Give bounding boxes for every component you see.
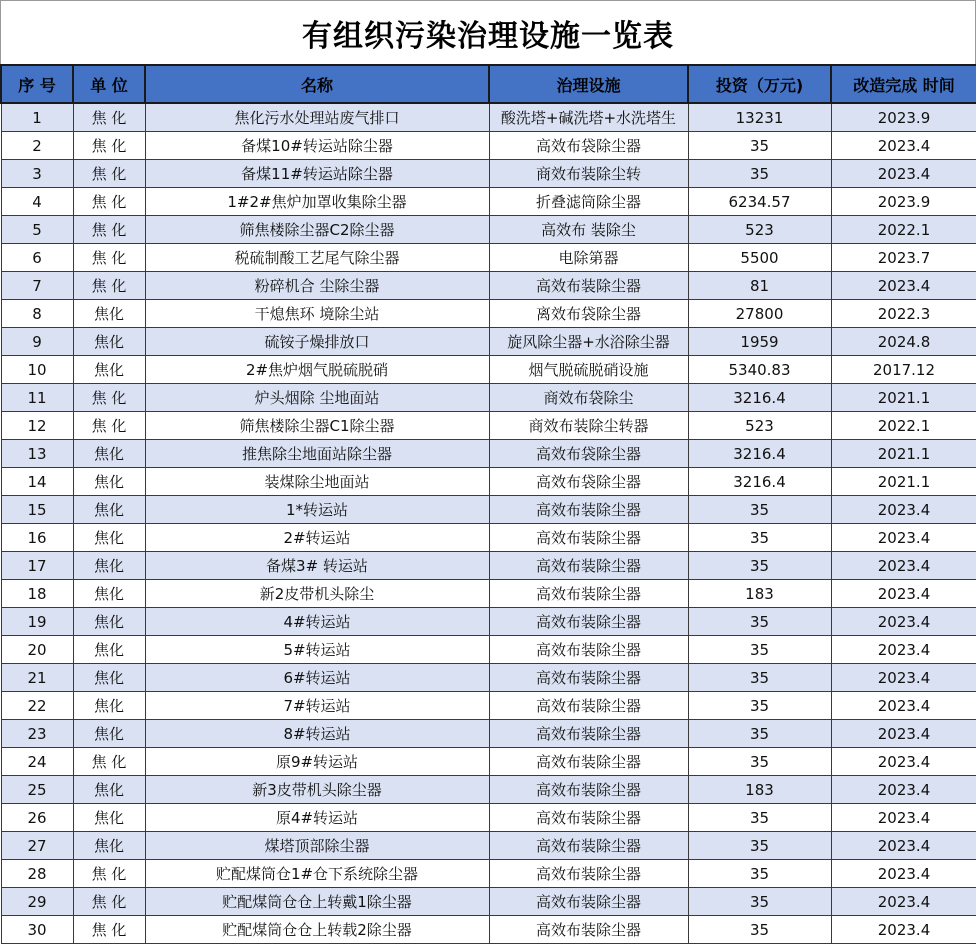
table-row xyxy=(1,552,976,580)
cell-completion-time[interactable]: 2023.4 xyxy=(831,748,976,776)
cell-facility[interactable]: 高效布装除尘器 xyxy=(489,608,688,636)
cell-index[interactable]: 16 xyxy=(1,524,73,552)
cell-facility[interactable]: 高效布袋除尘器 xyxy=(489,132,688,160)
table-row xyxy=(1,580,976,608)
cell-investment[interactable]: 35 xyxy=(688,524,831,552)
cell-index[interactable]: 24 xyxy=(1,748,73,776)
cell-completion-time[interactable]: 2023.4 xyxy=(831,776,976,804)
cell-completion-time[interactable]: 2023.4 xyxy=(831,860,976,888)
cell-unit[interactable]: 焦化 xyxy=(73,608,145,636)
cell-name[interactable]: 税硫制酸工艺尾气除尘器 xyxy=(145,244,489,272)
cell-name[interactable]: 原9#转运站 xyxy=(145,748,489,776)
table-row xyxy=(1,216,976,244)
table-row xyxy=(1,132,976,160)
cell-index[interactable]: 18 xyxy=(1,580,73,608)
cell-unit[interactable]: 焦化 xyxy=(73,580,145,608)
cell-facility[interactable]: 商效布装除尘转 xyxy=(489,160,688,188)
cell-completion-time[interactable]: 2023.7 xyxy=(831,244,976,272)
table-row xyxy=(1,776,976,804)
cell-facility[interactable]: 高效布装除尘器 xyxy=(489,748,688,776)
cell-unit[interactable]: 焦 化 xyxy=(73,412,145,440)
cell-name[interactable]: 7#转运站 xyxy=(145,692,489,720)
cell-unit[interactable]: 焦化 xyxy=(73,636,145,664)
cell-investment[interactable]: 35 xyxy=(688,608,831,636)
cell-index[interactable]: 28 xyxy=(1,860,73,888)
cell-name[interactable]: 1*转运站 xyxy=(145,496,489,524)
cell-facility[interactable]: 高效布装除尘器 xyxy=(489,832,688,860)
cell-facility[interactable]: 折叠滤筒除尘器 xyxy=(489,188,688,216)
cell-unit[interactable]: 焦化 xyxy=(73,496,145,524)
cell-name[interactable]: 2#转运站 xyxy=(145,524,489,552)
cell-index[interactable]: 23 xyxy=(1,720,73,748)
cell-investment[interactable]: 3216.4 xyxy=(688,384,831,412)
table-row xyxy=(1,244,976,272)
cell-index[interactable]: 3 xyxy=(1,160,73,188)
cell-index[interactable]: 20 xyxy=(1,636,73,664)
cell-index[interactable]: 26 xyxy=(1,804,73,832)
table-row xyxy=(1,356,976,384)
cell-index[interactable]: 15 xyxy=(1,496,73,524)
cell-name[interactable]: 2#焦炉烟气脱硫脱硝 xyxy=(145,356,489,384)
cell-unit[interactable]: 焦化 xyxy=(73,328,145,356)
cell-facility[interactable]: 旋风除尘器+水浴除尘器 xyxy=(489,328,688,356)
table-row xyxy=(1,524,976,552)
cell-investment[interactable]: 13231 xyxy=(688,103,831,132)
cell-name[interactable]: 焦化污水处理站废气排口 xyxy=(145,103,489,132)
cell-investment[interactable]: 35 xyxy=(688,888,831,916)
cell-completion-time[interactable]: 2023.4 xyxy=(831,608,976,636)
cell-facility[interactable]: 商效布装除尘转器 xyxy=(489,412,688,440)
cell-name[interactable]: 粉碎机合 尘除尘器 xyxy=(145,272,489,300)
cell-index[interactable]: 21 xyxy=(1,664,73,692)
cell-facility[interactable]: 高效布袋除尘器 xyxy=(489,468,688,496)
cell-facility[interactable]: 高效布装除尘器 xyxy=(489,272,688,300)
cell-investment[interactable]: 81 xyxy=(688,272,831,300)
column-header-unit[interactable]: 单 位 xyxy=(73,65,145,103)
cell-facility[interactable]: 高效布装除尘器 xyxy=(489,804,688,832)
cell-unit[interactable]: 焦 化 xyxy=(73,272,145,300)
cell-investment[interactable]: 35 xyxy=(688,552,831,580)
table-row xyxy=(1,412,976,440)
cell-unit[interactable]: 焦 化 xyxy=(73,132,145,160)
table-row xyxy=(1,496,976,524)
cell-investment[interactable]: 1959 xyxy=(688,328,831,356)
cell-investment[interactable]: 3216.4 xyxy=(688,468,831,496)
cell-unit[interactable]: 焦化 xyxy=(73,356,145,384)
cell-index[interactable]: 19 xyxy=(1,608,73,636)
cell-unit[interactable]: 焦化 xyxy=(73,692,145,720)
cell-facility[interactable]: 高效布装除尘器 xyxy=(489,720,688,748)
cell-index[interactable]: 4 xyxy=(1,188,73,216)
cell-facility[interactable]: 高效布袋除尘器 xyxy=(489,440,688,468)
cell-facility[interactable]: 高效布装除尘器 xyxy=(489,916,688,944)
cell-unit[interactable]: 焦 化 xyxy=(73,748,145,776)
cell-investment[interactable]: 35 xyxy=(688,160,831,188)
cell-investment[interactable]: 35 xyxy=(688,748,831,776)
cell-name[interactable]: 原4#转运站 xyxy=(145,804,489,832)
cell-index[interactable]: 13 xyxy=(1,440,73,468)
table-row xyxy=(1,860,976,888)
cell-name[interactable]: 煤塔顶部除尘器 xyxy=(145,832,489,860)
cell-unit[interactable]: 焦 化 xyxy=(73,244,145,272)
facilities-table xyxy=(0,64,976,944)
cell-index[interactable]: 11 xyxy=(1,384,73,412)
cell-investment[interactable]: 35 xyxy=(688,860,831,888)
cell-name[interactable]: 炉头烟除 尘地面站 xyxy=(145,384,489,412)
cell-completion-time[interactable]: 2023.4 xyxy=(831,804,976,832)
cell-investment[interactable]: 6234.57 xyxy=(688,188,831,216)
cell-facility[interactable]: 高效布装除尘器 xyxy=(489,580,688,608)
cell-name[interactable]: 干熄焦环 境除尘站 xyxy=(145,300,489,328)
cell-unit[interactable]: 焦 化 xyxy=(73,160,145,188)
cell-unit[interactable]: 焦 化 xyxy=(73,216,145,244)
cell-facility[interactable]: 高效布装除尘器 xyxy=(489,692,688,720)
cell-index[interactable]: 12 xyxy=(1,412,73,440)
cell-completion-time[interactable]: 2021.1 xyxy=(831,440,976,468)
table-row xyxy=(1,468,976,496)
cell-unit[interactable]: 焦化 xyxy=(73,776,145,804)
table-row xyxy=(1,328,976,356)
cell-completion-time[interactable]: 2023.9 xyxy=(831,103,976,132)
cell-investment[interactable]: 35 xyxy=(688,832,831,860)
cell-name[interactable]: 筛焦楼除尘器C1除尘器 xyxy=(145,412,489,440)
cell-completion-time[interactable]: 2023.4 xyxy=(831,916,976,944)
cell-name[interactable]: 备煤11#转运站除尘器 xyxy=(145,160,489,188)
cell-index[interactable]: 22 xyxy=(1,692,73,720)
cell-index[interactable]: 5 xyxy=(1,216,73,244)
column-header-name[interactable]: 名称 xyxy=(145,65,489,103)
table-row xyxy=(1,636,976,664)
cell-facility[interactable]: 高效布装除尘器 xyxy=(489,552,688,580)
cell-unit[interactable]: 焦 化 xyxy=(73,188,145,216)
cell-unit[interactable]: 焦化 xyxy=(73,720,145,748)
cell-completion-time[interactable]: 2023.4 xyxy=(831,160,976,188)
cell-completion-time[interactable]: 2023.4 xyxy=(831,664,976,692)
cell-name[interactable]: 硫铵子燥排放口 xyxy=(145,328,489,356)
cell-completion-time[interactable]: 2023.4 xyxy=(831,888,976,916)
table-body xyxy=(1,103,976,944)
cell-index[interactable]: 25 xyxy=(1,776,73,804)
cell-investment[interactable]: 183 xyxy=(688,580,831,608)
cell-name[interactable]: 贮配煤筒仓仓上转戴1除尘器 xyxy=(145,888,489,916)
column-header-index[interactable]: 序 号 xyxy=(1,65,73,103)
cell-completion-time[interactable]: 2017.12 xyxy=(831,356,976,384)
cell-investment[interactable]: 5340.83 xyxy=(688,356,831,384)
cell-unit[interactable]: 焦化 xyxy=(73,804,145,832)
cell-unit[interactable]: 焦 化 xyxy=(73,103,145,132)
cell-investment[interactable]: 35 xyxy=(688,692,831,720)
table-header xyxy=(1,65,976,103)
cell-unit[interactable]: 焦化 xyxy=(73,300,145,328)
cell-completion-time[interactable]: 2023.4 xyxy=(831,580,976,608)
column-header-completion-time[interactable]: 改造完成 时间 xyxy=(831,65,976,103)
cell-investment[interactable]: 35 xyxy=(688,664,831,692)
cell-facility[interactable]: 高效布装除尘器 xyxy=(489,496,688,524)
table-row xyxy=(1,440,976,468)
column-header-investment[interactable]: 投资（万元) xyxy=(688,65,831,103)
cell-facility[interactable]: 高效布装除尘器 xyxy=(489,524,688,552)
cell-index[interactable]: 14 xyxy=(1,468,73,496)
page-title: 有组织污染治理设施一览表 xyxy=(302,18,674,54)
cell-index[interactable]: 9 xyxy=(1,328,73,356)
cell-unit[interactable]: 焦化 xyxy=(73,440,145,468)
cell-investment[interactable]: 35 xyxy=(688,496,831,524)
table-row xyxy=(1,103,976,132)
cell-facility[interactable]: 电除第器 xyxy=(489,244,688,272)
cell-facility[interactable]: 高效布装除尘器 xyxy=(489,636,688,664)
cell-index[interactable]: 10 xyxy=(1,356,73,384)
cell-index[interactable]: 1 xyxy=(1,103,73,132)
cell-name[interactable]: 备煤3# 转运站 xyxy=(145,552,489,580)
cell-investment[interactable]: 35 xyxy=(688,636,831,664)
cell-investment[interactable]: 35 xyxy=(688,132,831,160)
cell-unit[interactable]: 焦 化 xyxy=(73,384,145,412)
column-header-facility[interactable]: 治理设施 xyxy=(489,65,688,103)
table-row xyxy=(1,608,976,636)
cell-investment[interactable]: 523 xyxy=(688,412,831,440)
cell-completion-time[interactable]: 2023.4 xyxy=(831,636,976,664)
cell-investment[interactable]: 5500 xyxy=(688,244,831,272)
cell-completion-time[interactable]: 2022.1 xyxy=(831,412,976,440)
cell-facility[interactable]: 离效布袋除尘器 xyxy=(489,300,688,328)
cell-completion-time[interactable]: 2023.4 xyxy=(831,524,976,552)
cell-facility[interactable]: 高效布 装除尘 xyxy=(489,216,688,244)
cell-unit[interactable]: 焦 化 xyxy=(73,888,145,916)
table-row xyxy=(1,300,976,328)
cell-name[interactable]: 推焦除尘地面站除尘器 xyxy=(145,440,489,468)
cell-completion-time[interactable]: 2023.4 xyxy=(831,552,976,580)
cell-index[interactable]: 2 xyxy=(1,132,73,160)
cell-completion-time[interactable]: 2023.4 xyxy=(831,832,976,860)
cell-name[interactable]: 新3皮带机头除尘器 xyxy=(145,776,489,804)
cell-index[interactable]: 29 xyxy=(1,888,73,916)
title-row xyxy=(0,0,976,64)
cell-completion-time[interactable]: 2023.4 xyxy=(831,272,976,300)
cell-completion-time[interactable]: 2023.4 xyxy=(831,692,976,720)
cell-unit[interactable]: 焦化 xyxy=(73,524,145,552)
cell-name[interactable]: 1#2#焦炉加罩收集除尘器 xyxy=(145,188,489,216)
header-row xyxy=(1,65,976,103)
cell-investment[interactable]: 183 xyxy=(688,776,831,804)
cell-completion-time[interactable]: 2021.1 xyxy=(831,384,976,412)
cell-completion-time[interactable]: 2023.9 xyxy=(831,188,976,216)
cell-facility[interactable]: 酸洗塔+碱洗塔+水洗塔生 xyxy=(489,103,688,132)
cell-facility[interactable]: 高效布装除尘器 xyxy=(489,664,688,692)
table-row xyxy=(1,916,976,944)
cell-investment[interactable]: 35 xyxy=(688,916,831,944)
cell-index[interactable]: 27 xyxy=(1,832,73,860)
cell-investment[interactable]: 27800 xyxy=(688,300,831,328)
table-row xyxy=(1,888,976,916)
cell-investment[interactable]: 35 xyxy=(688,804,831,832)
table-row xyxy=(1,664,976,692)
cell-completion-time[interactable]: 2024.8 xyxy=(831,328,976,356)
cell-completion-time[interactable]: 2023.4 xyxy=(831,132,976,160)
cell-name[interactable]: 筛焦楼除尘器C2除尘器 xyxy=(145,216,489,244)
cell-index[interactable]: 7 xyxy=(1,272,73,300)
cell-name[interactable]: 6#转运站 xyxy=(145,664,489,692)
table-row xyxy=(1,804,976,832)
cell-name[interactable]: 5#转运站 xyxy=(145,636,489,664)
cell-index[interactable]: 30 xyxy=(1,916,73,944)
cell-index[interactable]: 6 xyxy=(1,244,73,272)
cell-unit[interactable]: 焦 化 xyxy=(73,860,145,888)
table-row xyxy=(1,832,976,860)
cell-index[interactable]: 17 xyxy=(1,552,73,580)
cell-name[interactable]: 8#转运站 xyxy=(145,720,489,748)
cell-completion-time[interactable]: 2021.1 xyxy=(831,468,976,496)
cell-name[interactable]: 装煤除尘地面站 xyxy=(145,468,489,496)
cell-completion-time[interactable]: 2023.4 xyxy=(831,496,976,524)
cell-unit[interactable]: 焦化 xyxy=(73,832,145,860)
cell-facility[interactable]: 高效布装除尘器 xyxy=(489,860,688,888)
cell-facility[interactable]: 高效布装除尘器 xyxy=(489,888,688,916)
cell-name[interactable]: 新2皮带机头除尘 xyxy=(145,580,489,608)
table-row xyxy=(1,692,976,720)
table-row xyxy=(1,160,976,188)
cell-investment[interactable]: 35 xyxy=(688,720,831,748)
cell-investment[interactable]: 523 xyxy=(688,216,831,244)
cell-unit[interactable]: 焦 化 xyxy=(73,916,145,944)
cell-facility[interactable]: 高效布装除尘器 xyxy=(489,776,688,804)
cell-name[interactable]: 贮配煤筒仓仓上转载2除尘器 xyxy=(145,916,489,944)
cell-completion-time[interactable]: 2022.3 xyxy=(831,300,976,328)
table-row xyxy=(1,272,976,300)
cell-name[interactable]: 4#转运站 xyxy=(145,608,489,636)
cell-completion-time[interactable]: 2022.1 xyxy=(831,216,976,244)
cell-completion-time[interactable]: 2023.4 xyxy=(831,720,976,748)
cell-name[interactable]: 备煤10#转运站除尘器 xyxy=(145,132,489,160)
cell-facility[interactable]: 商效布袋除尘 xyxy=(489,384,688,412)
cell-facility[interactable]: 烟气脱硫脱硝设施 xyxy=(489,356,688,384)
cell-unit[interactable]: 焦化 xyxy=(73,552,145,580)
table-row xyxy=(1,188,976,216)
table-row xyxy=(1,384,976,412)
table-row xyxy=(1,748,976,776)
table-row xyxy=(1,720,976,748)
cell-unit[interactable]: 焦化 xyxy=(73,468,145,496)
cell-investment[interactable]: 3216.4 xyxy=(688,440,831,468)
cell-unit[interactable]: 焦化 xyxy=(73,664,145,692)
cell-index[interactable]: 8 xyxy=(1,300,73,328)
cell-name[interactable]: 贮配煤筒仓1#仓下系统除尘器 xyxy=(145,860,489,888)
